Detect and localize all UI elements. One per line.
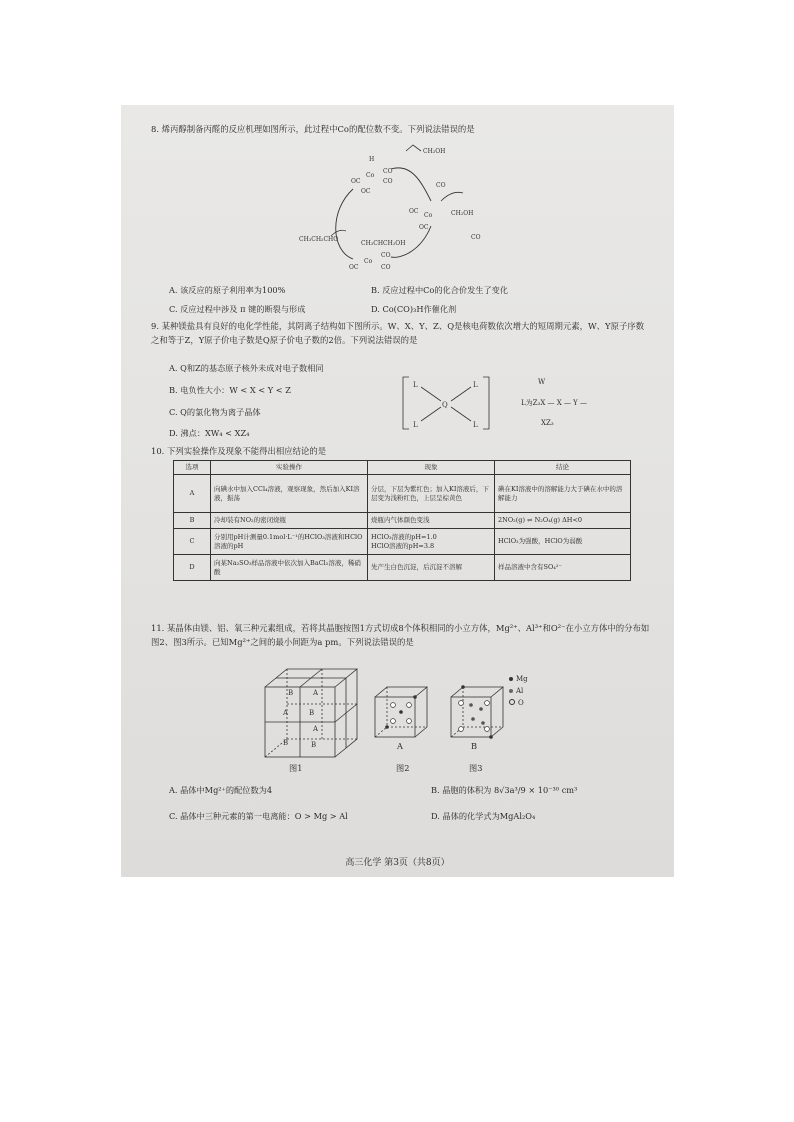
table-cell: 样品溶液中含有SO₄²⁻ bbox=[495, 555, 631, 581]
legend-label-o: O bbox=[518, 699, 524, 707]
table-row bbox=[174, 529, 631, 555]
q11-fig2-cube-label: A bbox=[397, 741, 403, 751]
q8-label-co-atom-3: Co bbox=[364, 258, 373, 265]
q11-fig2-caption: 图2 bbox=[396, 763, 410, 773]
q10-stem: 10. 下列实验操作及现象不能得出相应结论的是 bbox=[151, 446, 327, 456]
mg-dot-icon bbox=[509, 677, 513, 681]
q8-label-co-1b: CO bbox=[383, 178, 393, 185]
table-cell: 烧瓶内气体颜色变浅 bbox=[368, 513, 495, 529]
q8-label-ch2oh-right: CH₂OH bbox=[451, 210, 474, 217]
q9-w-label: W bbox=[538, 378, 546, 386]
q11-fig3-cube-label: B bbox=[471, 741, 478, 751]
q9-option-d: D. 沸点：XW₄ < XZ₄ bbox=[169, 428, 250, 438]
o-circle-icon bbox=[509, 699, 515, 705]
q8-label-intermediate: CH₃CHCH₂OH bbox=[361, 240, 406, 247]
table-cell: 2NO₂(g) ⇌ N₂O₄(g) ΔH<0 bbox=[495, 513, 631, 529]
page-footer: 高三化学 第3页（共8页） bbox=[345, 858, 450, 868]
exam-page-photo bbox=[121, 105, 674, 877]
table-cell: 分别用pH计测量0.1mol·L⁻¹的HClO₃溶液和HClO溶液的pH bbox=[211, 529, 368, 555]
q9-q: Q bbox=[442, 401, 448, 409]
q11-fig1-label-a3: A bbox=[313, 725, 319, 733]
legend-item-o bbox=[509, 697, 528, 709]
table-cell: HClO₃为强酸，HClO为弱酸 bbox=[495, 529, 631, 555]
q8-label-co-2b: CO bbox=[471, 234, 481, 241]
q8-option-d: D. Co(CO)₃H作催化剂 bbox=[371, 304, 457, 314]
q8-label-oc-1: OC bbox=[351, 178, 361, 185]
q9-option-a: A. Q和Z的基态原子核外未成对电子数相同 bbox=[169, 363, 324, 373]
q9-l-4: L bbox=[473, 421, 478, 429]
q8-label-co-3a: CO bbox=[381, 252, 391, 259]
q8-label-co-atom-2: Co bbox=[424, 212, 433, 219]
q11-fig1-label-b1: B bbox=[288, 689, 294, 697]
al-dot-icon bbox=[509, 689, 513, 693]
table-cell: 分层，下层为紫红色；加入KI溶液后，下层变为浅粉红色，上层呈棕黄色 bbox=[368, 475, 495, 513]
legend-item-mg bbox=[509, 673, 528, 685]
q11-fig3-caption: 图3 bbox=[469, 763, 483, 773]
table-row bbox=[174, 555, 631, 581]
q11-fig1-label-a1: A bbox=[313, 689, 319, 697]
q9-l-2: L bbox=[473, 381, 478, 389]
q8-label-co-1a: CO bbox=[383, 168, 393, 175]
table-header-phenomenon: 现象 bbox=[368, 461, 495, 475]
q8-label-oc-3: OC bbox=[349, 264, 359, 271]
q11-fig1-label-a2: A bbox=[283, 709, 289, 717]
table-cell: 先产生白色沉淀，后沉淀不溶解 bbox=[368, 555, 495, 581]
q11-option-c: C. 晶体中三种元素的第一电离能：O > Mg > Al bbox=[169, 811, 348, 821]
table-cell: HClO₃溶液的pH=1.0 HClO溶液的pH=3.8 bbox=[368, 529, 495, 555]
legend-label-mg: Mg bbox=[516, 675, 528, 683]
table-cell: B bbox=[174, 513, 211, 529]
q9-xz3-label: XZ₃ bbox=[541, 419, 554, 427]
table-cell: A bbox=[174, 475, 211, 513]
q9-l-1: L bbox=[413, 381, 418, 389]
q8-option-c: C. 反应过程中涉及 π 键的断裂与形成 bbox=[169, 304, 306, 314]
legend-label-al: Al bbox=[516, 687, 524, 695]
table-cell: 碘在KI溶液中的溶解能力大于碘在水中的溶解能力 bbox=[495, 475, 631, 513]
q11-fig1-label-b2: B bbox=[309, 709, 315, 717]
q11-fig1-label-b3: B bbox=[283, 739, 289, 747]
q9-option-c: C. Q的氯化物为离子晶体 bbox=[169, 407, 261, 417]
table-header-row bbox=[174, 461, 631, 475]
table-cell: D bbox=[174, 555, 211, 581]
q9-anion-structure bbox=[401, 373, 491, 433]
q8-label-co-2: CO bbox=[436, 182, 446, 189]
q11-stem: 11. 某晶体由镁、铝、氧三种元素组成，若将其晶胞按图1方式切成8个体积相同的小立方体，Mg²⁺、Al³⁺和O²⁻在小立方体中的分布如图2、图3所示。已知Mg²⁺之间的最小间距为a pm。下列说法错误的是 bbox=[151, 623, 650, 647]
q8-option-b: B. 反应过程中Co的化合价发生了变化 bbox=[371, 285, 509, 295]
q8-label-oc-2b: OC bbox=[419, 224, 429, 231]
q11-fig1-caption: 图1 bbox=[289, 763, 303, 773]
q11-figure-1 bbox=[261, 665, 361, 775]
q8-label-co-atom-1: Co bbox=[366, 172, 375, 179]
q9-l-note: L为Z₃X — X — Y — bbox=[521, 399, 588, 407]
q11-legend bbox=[509, 673, 528, 709]
q8-stem: 8. 烯丙醇制备丙醛的反应机理如图所示，此过程中Co的配位数不变。下列说法错误的是 bbox=[151, 124, 475, 134]
q8-label-product: CH₃CH₂CHO bbox=[299, 236, 339, 243]
table-header-operation: 实验操作 bbox=[211, 461, 368, 475]
q9-option-b: B. 电负性大小：W < X < Y < Z bbox=[169, 385, 291, 395]
q8-option-a: A. 该反应的原子利用率为100% bbox=[169, 285, 286, 295]
q8-label-oc-2: OC bbox=[409, 208, 419, 215]
q8-label-h: H bbox=[369, 156, 375, 163]
q11-option-a: A. 晶体中Mg²⁺的配位数为4 bbox=[169, 785, 273, 795]
legend-item-al bbox=[509, 685, 528, 697]
q8-label-co-3b: CO bbox=[381, 264, 391, 271]
q11-option-d: D. 晶体的化学式为MgAl₂O₄ bbox=[431, 811, 536, 821]
table-cell: 冷却装有NO₂的密闭烧瓶 bbox=[211, 513, 368, 529]
table-row bbox=[174, 513, 631, 529]
table-cell: 向某Na₂SO₃样品溶液中依次加入BaCl₂溶液，稀硝酸 bbox=[211, 555, 368, 581]
q9-stem: 9. 某种镁盐具有良好的电化学性能，其阴离子结构如下图所示。W、X、Y、Z、Q是核电荷数依次增大的短周期元素，W、Y原子序数之和等于Z，Y原子价电子数是Q原子价电子数的2倍。下列说法错误的是 bbox=[151, 321, 645, 345]
q9-l-3: L bbox=[413, 421, 418, 429]
q10-table bbox=[173, 460, 631, 581]
table-header-conclusion: 结论 bbox=[495, 461, 631, 475]
table-row bbox=[174, 475, 631, 513]
q11-option-b: B. 晶胞的体积为 8√3a³/9 × 10⁻³⁰ cm³ bbox=[431, 785, 578, 795]
q8-label-oc-1b: OC bbox=[361, 188, 371, 195]
q8-mechanism-diagram bbox=[291, 141, 491, 276]
q11-fig1-label-b4: B bbox=[311, 741, 317, 749]
q8-label-ch2oh-top: CH₂OH bbox=[423, 148, 446, 155]
q11-figure-2 bbox=[371, 683, 431, 743]
q11-figure-3 bbox=[447, 683, 507, 743]
table-cell: C bbox=[174, 529, 211, 555]
table-header-option: 选项 bbox=[174, 461, 211, 475]
table-cell: 向碘水中加入CCl₄溶液，观察现象，然后加入KI溶液，振荡 bbox=[211, 475, 368, 513]
